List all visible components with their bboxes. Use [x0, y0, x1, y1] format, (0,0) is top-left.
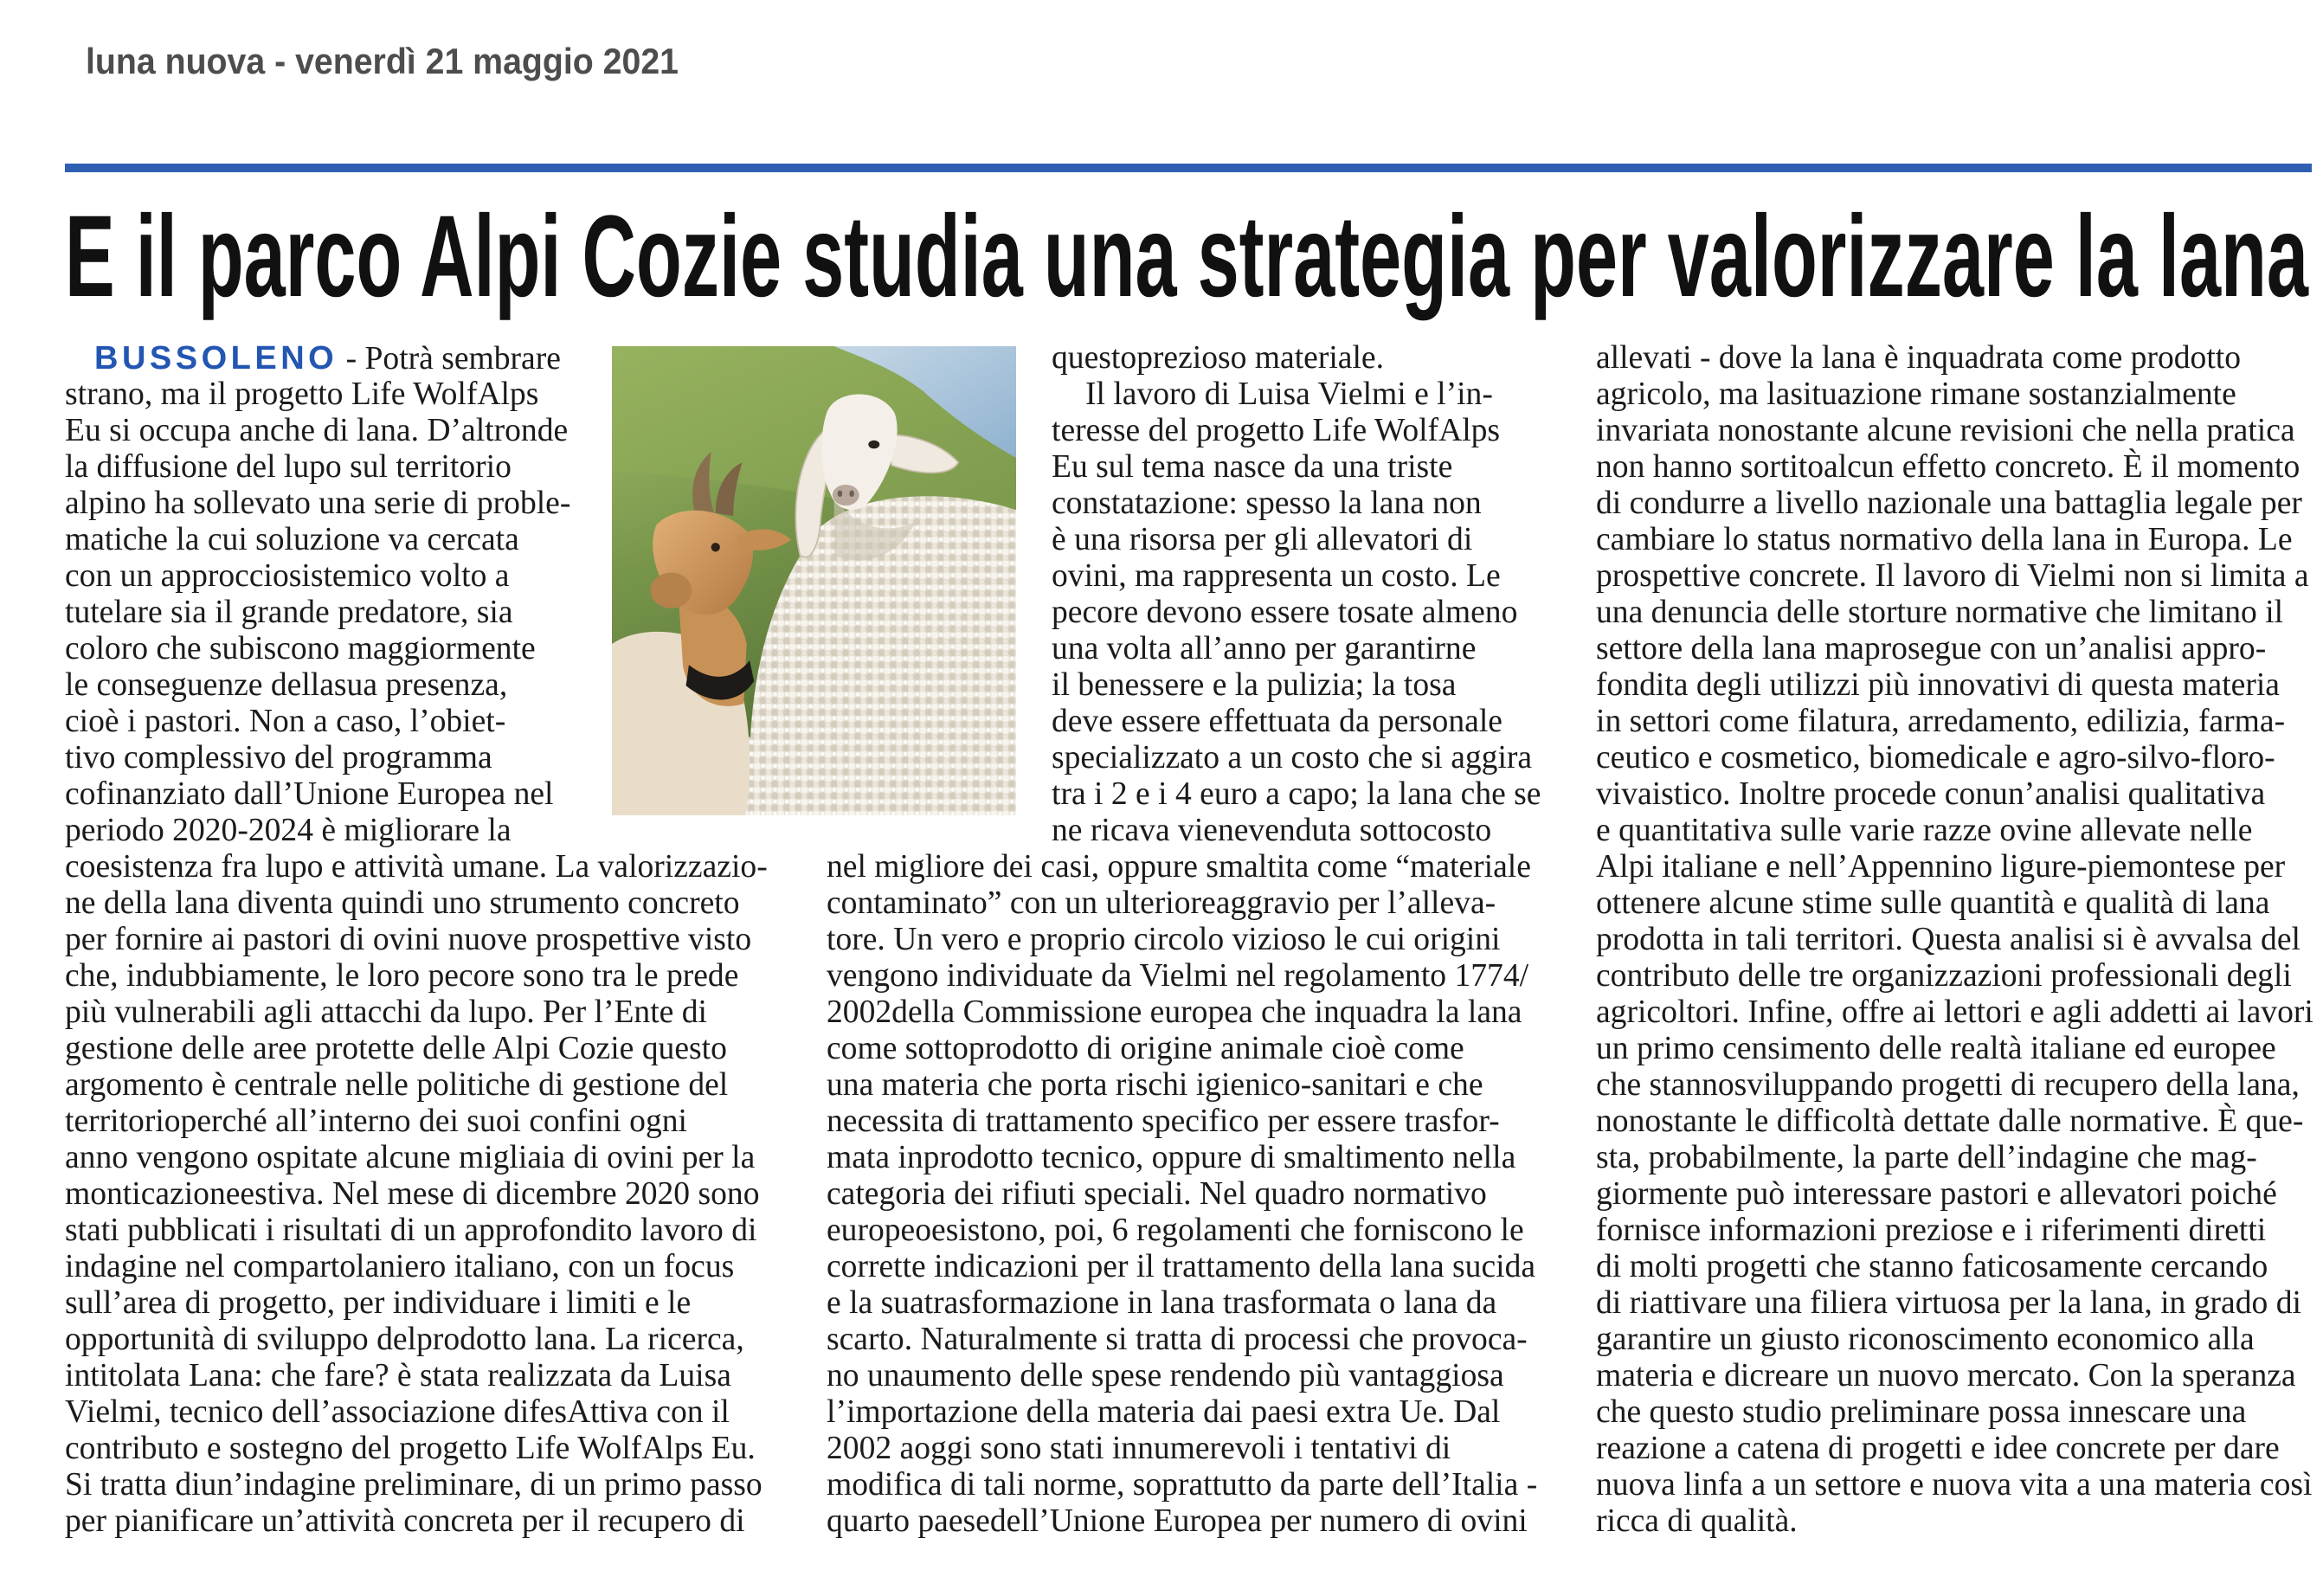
dateline: BUSSOLENO [94, 340, 338, 376]
text-line [1052, 740, 1588, 776]
edition-date: luna nuova - venerdì 21 maggio 2021 [86, 41, 679, 81]
text-line [1596, 1140, 2318, 1176]
text-line [1596, 1394, 2318, 1431]
text-line-content: che questo studio preliminare possa innescare una [1596, 1394, 2247, 1430]
text-line [827, 885, 1580, 922]
text-line [1085, 376, 1588, 413]
text-line-content: deve essere effettuata da personale [1052, 704, 1503, 739]
text-line-content: un primo censimento delle realtà italiane ed europee [1596, 1031, 2276, 1066]
text-line-content: monticazioneestiva. Nel mese di dicembre 2020 sono [65, 1176, 760, 1212]
text-line-content: settore della lana maprosegue con un’analisi appro- [1596, 631, 2267, 666]
text-line-content: cofinanziato dall’Unione Europea nel [65, 776, 554, 812]
text-line-content: Alpi italiane e nell’Appennino ligure-piemontese per [1596, 849, 2286, 885]
text-line-content: coloro che subiscono maggiormente [65, 631, 536, 666]
article-column-3 [1596, 340, 2318, 1540]
text-line-content: una volta all’anno per garantirne [1052, 631, 1477, 666]
text-line-content: contaminato” con un ulterioreaggravio per l’alleva- [827, 885, 1496, 921]
text-line-content: tutelare sia il grande predatore, sia [65, 595, 513, 630]
text-line-content: per fornire ai pastori di ovini nuove prospettive visto [65, 922, 752, 957]
text-line [65, 1176, 818, 1213]
article-title [65, 192, 2308, 321]
text-line-content: specializzato a un costo che si aggira [1052, 740, 1533, 775]
text-line-content: scarto. Naturalmente si tratta di processi che provoca- [827, 1322, 1528, 1357]
text-line-content: europeoesistono, poi, 6 regolamenti che forniscono le [827, 1213, 1524, 1248]
text-line-content: no unaumento delle spese rendendo più vantaggiosa [827, 1358, 1504, 1393]
text-line-content: Eu sul tema nasce da una triste [1052, 449, 1453, 485]
text-line [827, 1104, 1580, 1140]
text-line-content: di molti progetti che stanno faticosamente cercando [1596, 1249, 2268, 1284]
text-line-content: contributo e sostegno del progetto Life WolfAlps Eu. [65, 1431, 756, 1466]
text-line [1052, 776, 1588, 813]
text-line-content: categoria dei rifiuti speciali. Nel quadro normativo [827, 1176, 1487, 1212]
text-line [65, 558, 602, 595]
text-line-content: ottenere alcune stime sulle quantità e qualità di lana [1596, 885, 2270, 921]
text-line [65, 413, 602, 449]
text-line-content: anno vengono ospitate alcune migliaia di ovini per la [65, 1140, 756, 1175]
text-line [1596, 449, 2318, 486]
text-line-content: agricolo, ma lasituazione rimane sostanzialmente [1596, 376, 2236, 412]
text-line-content: quarto paesedell’Unione Europea per numero di ovini [827, 1503, 1528, 1539]
text-line [1596, 922, 2318, 958]
text-line-content: Il lavoro di Luisa Vielmi e l’in- [1085, 376, 1493, 412]
text-line [827, 1467, 1580, 1503]
text-line-content: cambiare lo status normativo della lana in Europa. Le [1596, 522, 2293, 557]
text-line [1596, 1503, 2318, 1540]
text-line-content: e quantitativa sulle varie razze ovine allevate nelle [1596, 813, 2253, 848]
text-line-content: materia e dicreare un nuovo mercato. Con la speranza [1596, 1358, 2296, 1393]
text-line [827, 1213, 1580, 1249]
text-line [1052, 340, 1588, 376]
text-line [1052, 813, 1588, 849]
text-line [1596, 1067, 2318, 1104]
text-line-content: che stannosviluppando progetti di recupero della lana, [1596, 1067, 2300, 1103]
text-line [65, 595, 602, 631]
text-line-content: agricoltori. Infine, offre ai lettori e agli addetti ai lavori [1596, 994, 2313, 1030]
text-line [65, 1104, 818, 1140]
text-line-content: - Potrà sembrare [345, 341, 561, 376]
text-line [1596, 740, 2318, 776]
text-line-content: allevati - dove la lana è inquadrata come prodotto [1596, 340, 2241, 376]
text-line [1052, 667, 1588, 704]
text-line-content: Vielmi, tecnico dell’associazione difesAttiva con il [65, 1394, 730, 1430]
text-line-content: alpino ha sollevato una serie di proble- [65, 486, 571, 521]
text-line-content: fornisce informazioni preziose e i riferimenti diretti [1596, 1213, 2267, 1248]
text-line [1052, 631, 1588, 667]
text-line [1596, 1358, 2318, 1394]
text-line-content: teresse del progetto Life WolfAlps [1052, 413, 1501, 448]
text-line [65, 740, 602, 776]
text-line-content: indagine nel compartolaniero italiano, con un focus [65, 1249, 735, 1284]
text-line [1596, 776, 2318, 813]
text-line [65, 1140, 818, 1176]
text-line [65, 1431, 818, 1467]
text-line-content: tra i 2 e i 4 euro a capo; la lana che se [1052, 776, 1541, 812]
text-line [1596, 1467, 2318, 1503]
text-line [1596, 1322, 2318, 1358]
text-line-content: il benessere e la pulizia; la tosa [1052, 667, 1457, 703]
text-line-content: non hanno sortitoalcun effetto concreto. È il momento [1596, 449, 2300, 485]
text-line [827, 1358, 1580, 1394]
text-line-content: nel migliore dei casi, oppure smaltita come “materiale [827, 849, 1531, 885]
text-line [827, 1503, 1580, 1540]
text-line-content: ricca di qualità. [1596, 1503, 1798, 1539]
text-line [1596, 1031, 2318, 1067]
text-line [1052, 486, 1588, 522]
text-line [65, 631, 602, 667]
text-line-content: ne della lana diventa quindi uno strumento concreto [65, 885, 740, 921]
text-line-content: come sottoprodotto di origine animale cioè come [827, 1031, 1464, 1066]
text-line [1596, 558, 2318, 595]
text-line-content: intitolata Lana: che fare? è stata realizzata da Luisa [65, 1358, 731, 1393]
text-line-content: reazione a catena di progetti e idee concrete per dare [1596, 1431, 2280, 1466]
text-line-content: di riattivare una filiera virtuosa per la lana, in grado di [1596, 1285, 2301, 1321]
text-line-content: per pianificare un’attività concreta per il recupero di [65, 1503, 745, 1539]
text-line-content: strano, ma il progetto Life WolfAlps [65, 376, 539, 412]
text-line [1596, 994, 2318, 1031]
text-line [827, 1285, 1580, 1322]
text-line-content: le conseguenze dellasua presenza, [65, 667, 508, 703]
text-line-content: fondita degli utilizzi più innovativi di questa materia [1596, 667, 2280, 703]
text-line [65, 776, 602, 813]
text-line [65, 1358, 818, 1394]
text-line [827, 958, 1580, 994]
text-line [1596, 376, 2318, 413]
text-line-content: garantire un giusto riconoscimento economico alla [1596, 1322, 2255, 1357]
text-line-content: nonostante le difficoltà dettate dalle normative. È que- [1596, 1104, 2304, 1139]
text-line-content: sta, probabilmente, la parte dell’indagine che mag- [1596, 1140, 2257, 1175]
text-line [827, 1140, 1580, 1176]
text-line-content: invariata nonostante alcune revisioni che nella pratica [1596, 413, 2295, 448]
text-line [1596, 1249, 2318, 1285]
text-line-content: tivo complessivo del programma [65, 740, 492, 775]
text-line [827, 1431, 1580, 1467]
text-line-content: che, indubbiamente, le loro pecore sono tra le prede [65, 958, 739, 994]
text-line-content: di condurre a livello nazionale una battaglia legale per [1596, 486, 2302, 521]
text-line-content: necessita di trattamento specifico per essere trasfor- [827, 1104, 1500, 1139]
opening-line [94, 340, 561, 377]
text-line [1596, 1431, 2318, 1467]
text-line-content: e la suatrasformazione in lana trasformata o lana da [827, 1285, 1497, 1321]
text-line [1596, 885, 2318, 922]
text-line [1596, 1213, 2318, 1249]
text-line [1052, 704, 1588, 740]
text-line-content: è una risorsa per gli allevatori di [1052, 522, 1473, 557]
text-line [827, 1394, 1580, 1431]
text-line-content: gestione delle aree protette delle Alpi Cozie questo [65, 1031, 727, 1066]
text-line [827, 1176, 1580, 1213]
text-line-content: una materia che porta rischi igienico-sanitari e che [827, 1067, 1483, 1103]
text-line [65, 667, 602, 704]
text-line [65, 1031, 818, 1067]
text-line-content: ovini, ma rappresenta un costo. Le [1052, 558, 1501, 594]
text-line-content: in settori come filatura, arredamento, edilizia, farma- [1596, 704, 2286, 739]
text-line-content: argomento è centrale nelle politiche di gestione del [65, 1067, 729, 1103]
text-line [1596, 1104, 2318, 1140]
text-line [1596, 340, 2318, 376]
text-line-content: pecore devono essere tosate almeno [1052, 595, 1518, 630]
text-line [65, 1249, 818, 1285]
text-line-content: la diffusione del lupo sul territorio [65, 449, 512, 485]
text-line [65, 486, 602, 522]
newspaper-header [86, 43, 679, 80]
text-line [1052, 558, 1588, 595]
text-line-content: giormente può interessare pastori e allevatori poiché [1596, 1176, 2277, 1212]
text-line-content: periodo 2020-2024 è migliorare la [65, 813, 512, 848]
article-column-1 [65, 340, 818, 1540]
article-column-2 [827, 340, 1588, 1540]
text-line [1052, 595, 1588, 631]
text-line-content: prospettive concrete. Il lavoro di Vielmi non si limita a [1596, 558, 2309, 594]
text-line [827, 1249, 1580, 1285]
text-line [65, 1322, 818, 1358]
text-line [65, 958, 818, 994]
text-line-content: più vulnerabili agli attacchi da lupo. Per l’Ente di [65, 994, 707, 1030]
text-line-content: stati pubblicati i risultati di un approfondito lavoro di [65, 1213, 757, 1248]
text-line [1596, 631, 2318, 667]
text-line [65, 376, 602, 413]
text-line [1596, 667, 2318, 704]
text-line [1052, 522, 1588, 558]
text-line [65, 1285, 818, 1322]
text-line [1596, 849, 2318, 885]
text-line [1596, 486, 2318, 522]
text-line-content: tore. Un vero e proprio circolo vizioso le cui origini [827, 922, 1501, 957]
text-line [1596, 1176, 2318, 1213]
text-line-content: corrette indicazioni per il trattamento della lana sucida [827, 1249, 1536, 1284]
text-line [827, 1031, 1580, 1067]
text-line [65, 449, 602, 486]
text-line [65, 813, 602, 849]
text-line-content: l’importazione della materia dai paesi extra Ue. Dal [827, 1394, 1501, 1430]
text-line-content: ceutico e cosmetico, biomedicale e agro-silvo-floro- [1596, 740, 2275, 775]
text-line [827, 849, 1580, 885]
text-line [65, 1503, 818, 1540]
text-line [65, 922, 818, 958]
text-line-content: coesistenza fra lupo e attività umane. La valorizzazio- [65, 849, 768, 885]
text-line [65, 1067, 818, 1104]
article-title-text: E il parco Alpi Cozie studia una strategia per valorizzare la lana [65, 192, 2308, 321]
text-line-content: cioè i pastori. Non a caso, l’obiet- [65, 704, 506, 739]
text-line [65, 1213, 818, 1249]
text-line-content: vengono individuate da Vielmi nel regolamento 1774/ [827, 958, 1529, 994]
text-line-content: opportunità di sviluppo delprodotto lana. La ricerca, [65, 1322, 744, 1357]
text-line-content: vivaistico. Inoltre procede conun’analisi qualitativa [1596, 776, 2266, 812]
text-line-content: mata inprodotto tecnico, oppure di smaltimento nella [827, 1140, 1516, 1175]
text-line [65, 885, 818, 922]
text-line [65, 994, 818, 1031]
text-line-content: territorioperché all’interno dei suoi confini ogni [65, 1104, 687, 1139]
text-line [1596, 958, 2318, 994]
text-line-content: contributo delle tre organizzazioni professionali degli [1596, 958, 2292, 994]
text-line [1596, 522, 2318, 558]
text-line [1596, 704, 2318, 740]
text-line-content: 2002 aoggi sono stati innumerevoli i tentativi di [827, 1431, 1451, 1466]
text-line [65, 849, 818, 885]
section-divider-rule [65, 164, 2312, 172]
text-line-content: Si tratta diun’indagine preliminare, di un primo passo [65, 1467, 763, 1503]
text-line-content: nuova linfa a un settore e nuova vita a una materia così [1596, 1467, 2313, 1503]
text-line-content: Eu si occupa anche di lana. D’altronde [65, 413, 569, 448]
text-line-content: sull’area di progetto, per individuare i limiti e le [65, 1285, 692, 1321]
text-line [1596, 813, 2318, 849]
text-line [65, 704, 602, 740]
text-line [1596, 595, 2318, 631]
text-line [827, 994, 1580, 1031]
text-line [1052, 449, 1588, 486]
text-line [65, 1467, 818, 1503]
text-line [1596, 1285, 2318, 1322]
text-line [65, 1394, 818, 1431]
text-line [827, 1322, 1580, 1358]
text-line-content: 2002della Commissione europea che inquadra la lana [827, 994, 1522, 1030]
text-line-content: prodotta in tali territori. Questa analisi si è avvalsa del [1596, 922, 2300, 957]
text-line-content: una denuncia delle storture normative che limitano il [1596, 595, 2284, 630]
text-line [827, 1067, 1580, 1104]
text-line-content: constatazione: spesso la lana non [1052, 486, 1482, 521]
text-line-content: con un approcciosistemico volto a [65, 558, 510, 594]
text-line [1596, 413, 2318, 449]
text-line [1052, 413, 1588, 449]
text-line-content: ne ricava vienevenduta sottocosto [1052, 813, 1492, 848]
text-line-content: questoprezioso materiale. [1052, 340, 1384, 376]
text-line [94, 340, 602, 376]
text-line-content: matiche la cui soluzione va cercata [65, 522, 519, 557]
text-line [827, 922, 1580, 958]
text-line [65, 522, 602, 558]
text-line-content: modifica di tali norme, soprattutto da parte dell’Italia - [827, 1467, 1538, 1503]
